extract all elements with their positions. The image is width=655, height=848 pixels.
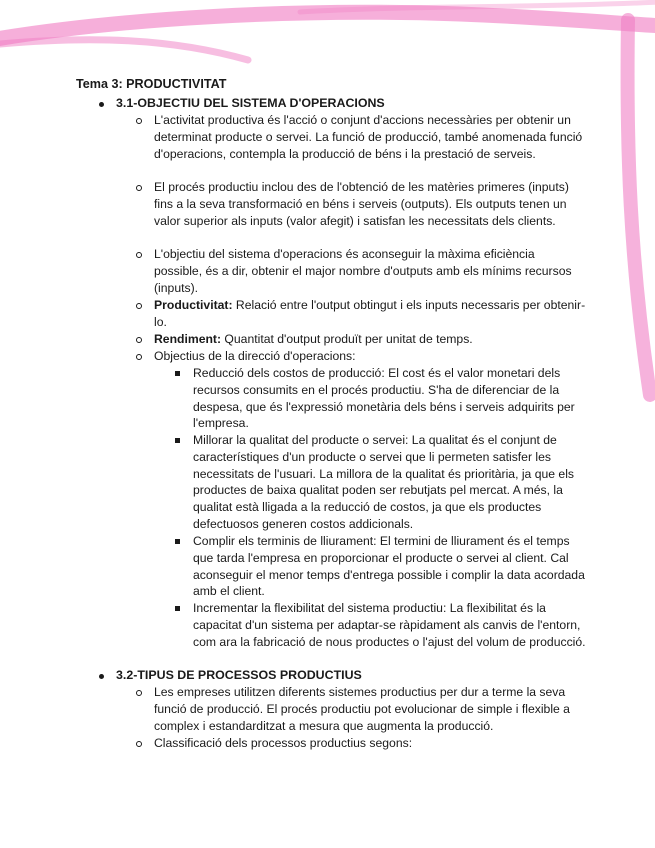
circle-bullet-icon	[136, 185, 142, 191]
list-item: Productivitat: Relació entre l'output obtingut i els inputs necessaris per obtenir-lo.	[76, 297, 586, 331]
document-body	[76, 76, 586, 752]
list-item: L'activitat productiva és l'acció o conjunt d'accions necessàries per obtenir un determinat producte o servei. La funció de producció, també anomenada funció d'operacions, contempla la producció de béns i la prestació de serveis.	[76, 112, 586, 179]
circle-bullet-icon	[136, 303, 142, 309]
document-title: Tema 3: PRODUCTIVITAT	[76, 77, 227, 91]
term: Rendiment:	[154, 332, 222, 346]
list-item: Les empreses utilitzen diferents sistemes productius per dur a terme la seva funció de producció. El procés productiu pot evolucionar de simple i flexible a complex i estandarditzat a mesura que augmenta la producció.	[76, 684, 586, 735]
circle-bullet-icon	[136, 690, 142, 696]
list-item: L'objectiu del sistema d'operacions és aconseguir la màxima eficiència possible, és a dir, obtenir el major nombre d'outputs amb els mínims recursos (inputs).	[76, 246, 586, 297]
square-bullet-icon	[175, 606, 180, 611]
square-bullet-icon	[175, 371, 180, 376]
square-bullet-icon	[175, 438, 180, 443]
bullet-icon	[99, 102, 104, 107]
sub-list-item: Millorar la qualitat del producte o servei: La qualitat és el conjunt de característiques d'un producte o servei que li permeten satisfer les necessitats de l'usuari. La millora de la qualitat és prioritària, ja que els productes de baixa qualitat poden ser rebutjats pel mercat. A més, la qualitat està lligada a la reducció de costos, ja que els productes defectuosos generen costos addicionals.	[76, 432, 586, 533]
circle-bullet-icon	[136, 741, 142, 747]
sub-list-item: Reducció dels costos de producció: El cost és el valor monetari dels recursos consumits en el procés productiu. S'ha de diferenciar de la despesa, que és l'expressió monetària dels béns i serveis adquirits per l'empresa.	[76, 365, 586, 432]
circle-bullet-icon	[136, 354, 142, 360]
bullet-icon	[99, 674, 104, 679]
sub-list-item: Incrementar la flexibilitat del sistema productiu: La flexibilitat és la capacitat d'un sistema per adaptar-se ràpidament als canvis de l'entorn, com ara la fabricació de nous productes o l'ajust del volum de producció.	[76, 600, 586, 667]
list-item: El procés productiu inclou des de l'obtenció de les matèries primeres (inputs) fins a la seva transformació en béns i serveis (outputs). Els outputs tenen un valor superior als inputs (valor afegit) i satisfan les necessitats dels clients.	[76, 179, 586, 246]
section-heading-text: 3.1-OBJECTIU DEL SISTEMA D'OPERACIONS	[116, 96, 385, 110]
circle-bullet-icon	[136, 337, 142, 343]
section-heading-text: 3.2-TIPUS DE PROCESSOS PRODUCTIUS	[116, 668, 362, 682]
sub-list-item: Complir els terminis de lliurament: El termini de lliurament és el temps que tarda l'empresa en proporcionar el producte o servei al client. Cal aconseguir el menor temps d'entrega possible i complir la data acordada amb el client.	[76, 533, 586, 600]
term: Productivitat:	[154, 298, 233, 312]
list-item: Rendiment: Quantitat d'output produït per unitat de temps.	[76, 331, 586, 348]
circle-bullet-icon	[136, 118, 142, 124]
section-heading	[76, 667, 586, 684]
circle-bullet-icon	[136, 252, 142, 258]
square-bullet-icon	[175, 539, 180, 544]
list-item: Classificació dels processos productius segons:	[76, 735, 586, 752]
section-heading	[76, 95, 586, 112]
list-item: Objectius de la direcció d'operacions:	[76, 348, 586, 365]
